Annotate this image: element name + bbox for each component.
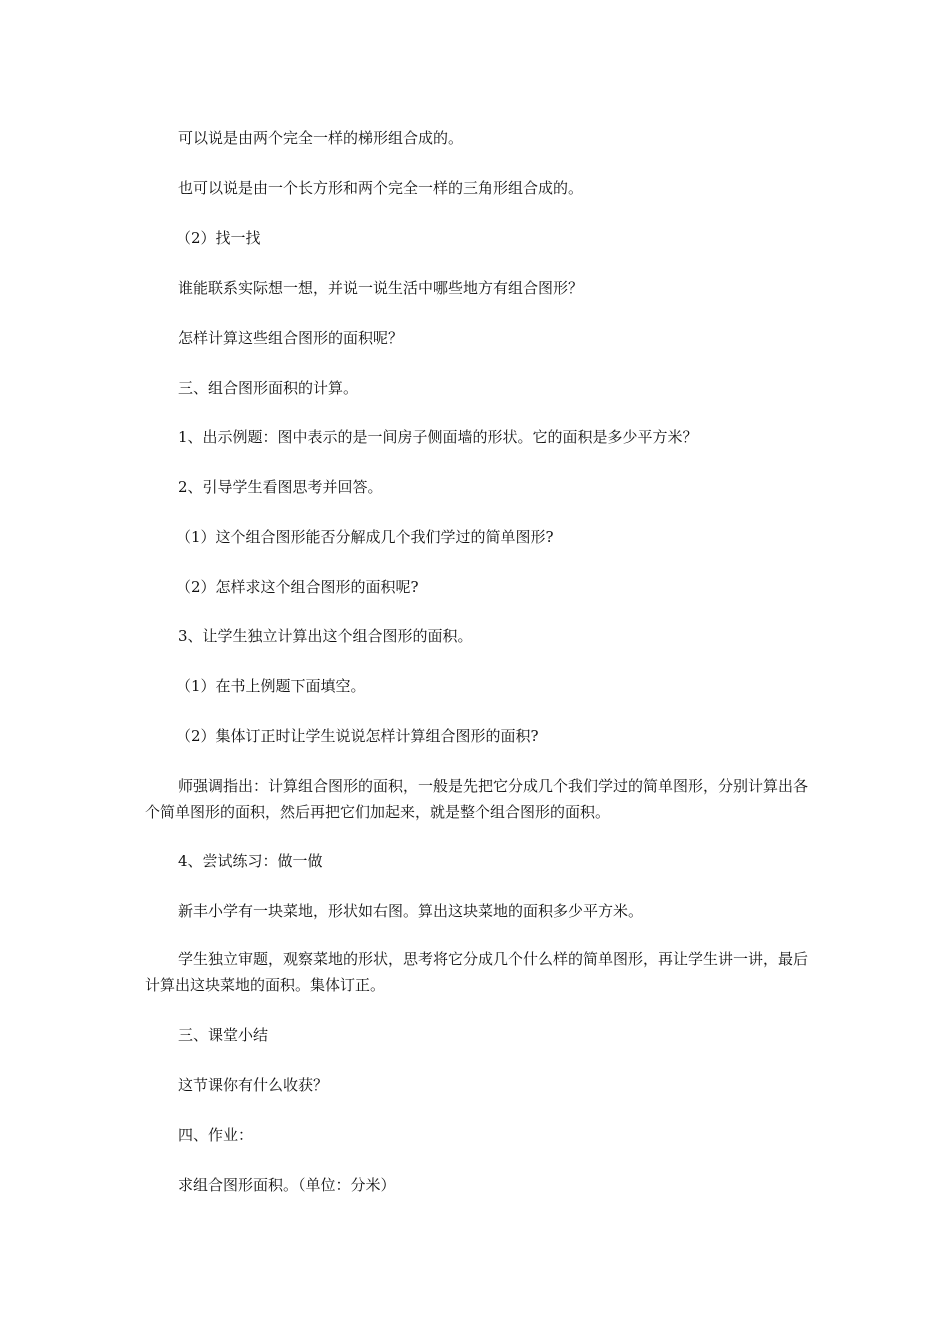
paragraph-1: 可以说是由两个完全一样的梯形组合成的。 [178,129,464,147]
paragraph-21: 求组合图形面积。（单位：分米） [178,1176,396,1194]
paragraph-4: 谁能联系实际想一想，并说一说生活中哪些地方有组合图形？ [178,279,584,297]
paragraph-5: 怎样计算这些组合图形的面积呢？ [178,329,404,347]
paragraph-15: 4、尝试练习：做一做 [178,852,323,870]
section-heading-homework: 四、作业： [178,1126,254,1144]
paragraph-19: 这节课你有什么收获？ [178,1076,329,1094]
paragraph-7: 1、出示例题：图中表示的是一间房子侧面墙的形状。它的面积是多少平方米？ [178,428,698,446]
paragraph-3: （2）找一找 [176,229,261,247]
paragraph-17: 学生独立审题，观察菜地的形状，思考将它分成几个什么样的简单图形，再让学生讲一讲，最后计算出这块菜地的面积。集体订正。 [145,950,809,994]
paragraph-10: （2）怎样求这个组合图形的面积呢? [176,578,419,596]
paragraph-14: 师强调指出：计算组合图形的面积，一般是先把它分成几个我们学过的简单图形，分别计算出各个简单图形的面积，然后再把它们加起来，就是整个组合图形的面积。 [145,777,809,821]
paragraph-12: （1）在书上例题下面填空。 [176,677,366,695]
section-heading-summary: 三、课堂小结 [178,1026,269,1044]
paragraph-8: 2、引导学生看图思考并回答。 [178,478,383,496]
paragraph-13: （2）集体订正时让学生说说怎样计算组合图形的面积? [176,727,539,745]
paragraph-11: 3、让学生独立计算出这个组合图形的面积。 [178,627,473,645]
paragraph-16: 新丰小学有一块菜地，形状如右图。算出这块菜地的面积多少平方米。 [178,902,644,920]
paragraph-2: 也可以说是由一个长方形和两个完全一样的三角形组合成的。 [178,179,584,197]
section-heading-3: 三、组合图形面积的计算。 [178,379,359,397]
paragraph-9: （1）这个组合图形能否分解成几个我们学过的简单图形? [176,528,554,546]
